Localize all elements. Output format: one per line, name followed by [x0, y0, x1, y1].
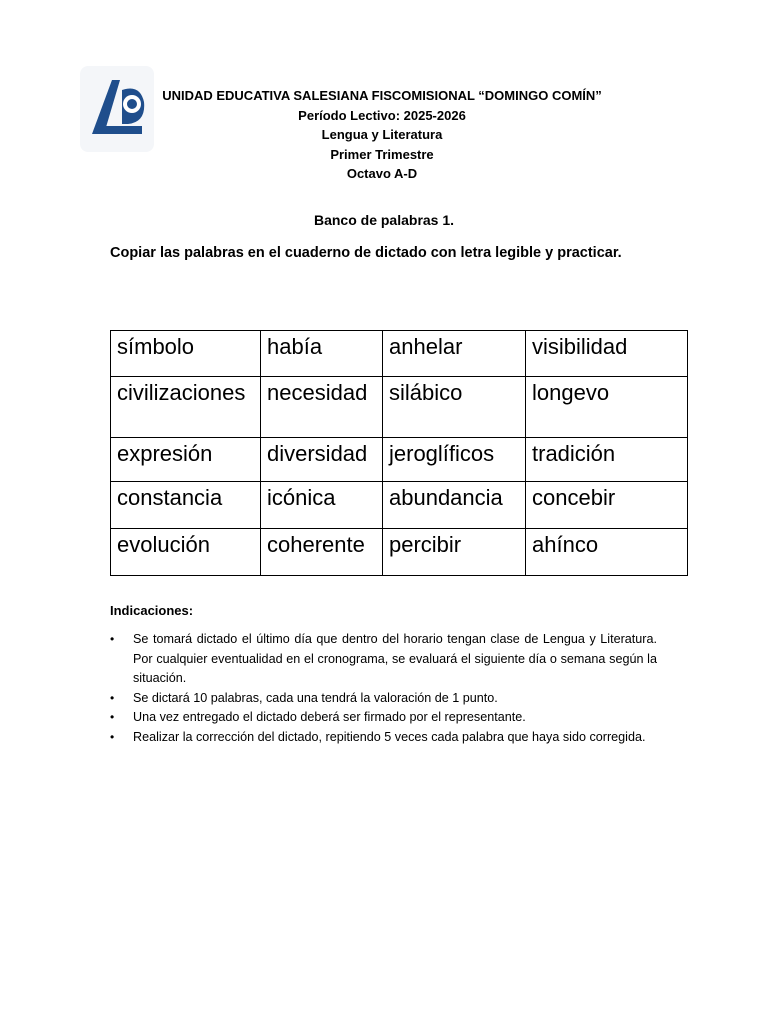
- list-item: [110, 728, 657, 748]
- word-cell: coherente: [261, 529, 383, 576]
- word-cell: tradición: [526, 438, 688, 482]
- word-cell: silábico: [383, 377, 526, 438]
- word-cell: evolución: [111, 529, 261, 576]
- word-cell: percibir: [383, 529, 526, 576]
- bullet-icon: •: [110, 690, 115, 705]
- word-cell: anhelar: [383, 331, 526, 377]
- word-cell: diversidad: [261, 438, 383, 482]
- table-row: [111, 377, 688, 438]
- school-period: Período Lectivo: 2025-2026: [298, 107, 466, 123]
- word-cell: había: [261, 331, 383, 377]
- bullet-icon: •: [110, 710, 115, 724]
- word-cell: longevo: [526, 377, 688, 438]
- word-cell: icónica: [261, 482, 383, 529]
- word-cell: símbolo: [111, 331, 261, 377]
- table-row: [111, 482, 688, 529]
- instruction-text: Copiar las palabras en el cuaderno de dictado con letra legible y practicar.: [110, 245, 622, 261]
- word-cell: expresión: [111, 438, 261, 482]
- list-item: [110, 630, 657, 689]
- table-row: [111, 529, 688, 576]
- document-header: [150, 86, 614, 184]
- word-cell: necesidad: [261, 377, 383, 438]
- word-cell: abundancia: [383, 482, 526, 529]
- word-cell: constancia: [111, 482, 261, 529]
- indications-list: [110, 630, 657, 747]
- term: Primer Trimestre: [330, 146, 434, 162]
- indications-title: Indicaciones:: [110, 603, 194, 618]
- word-cell: concebir: [526, 482, 688, 529]
- grade: Octavo A-D: [346, 166, 418, 181]
- bullet-icon: •: [110, 729, 115, 744]
- list-item-text: Se dictará 10 palabras, cada una tendrá la valoración de 1 punto.: [133, 690, 498, 705]
- bullet-icon: •: [110, 632, 115, 646]
- list-item: [110, 689, 657, 709]
- page-title: Banco de palabras 1.: [313, 212, 455, 228]
- list-item: [110, 708, 657, 728]
- table-row: [111, 331, 688, 377]
- table-row: [111, 438, 688, 482]
- subject: Lengua y Literatura: [321, 127, 443, 142]
- list-item-text: Realizar la corrección del dictado, repitiendo 5 veces cada palabra que haya sido corregida.: [133, 729, 646, 744]
- school-name: UNIDAD EDUCATIVA SALESIANA FISCOMISIONAL “DOMINGO COMÍN”: [162, 88, 602, 103]
- word-cell: ahínco: [526, 529, 688, 576]
- word-cell: jeroglíficos: [383, 438, 526, 482]
- word-cell: visibilidad: [526, 331, 688, 377]
- school-logo: [80, 66, 154, 152]
- list-item-text: Una vez entregado el dictado deberá ser firmado por el representante.: [133, 710, 526, 724]
- list-item-text: Se tomará dictado el último día que dentro del horario tengan clase de Lengua y Literatura. Por cualquier eventualidad en el cronograma, se evaluará el siguiente día o semana según la situación.: [133, 632, 657, 685]
- word-bank-table: [110, 330, 688, 576]
- word-cell: civilizaciones: [111, 377, 261, 438]
